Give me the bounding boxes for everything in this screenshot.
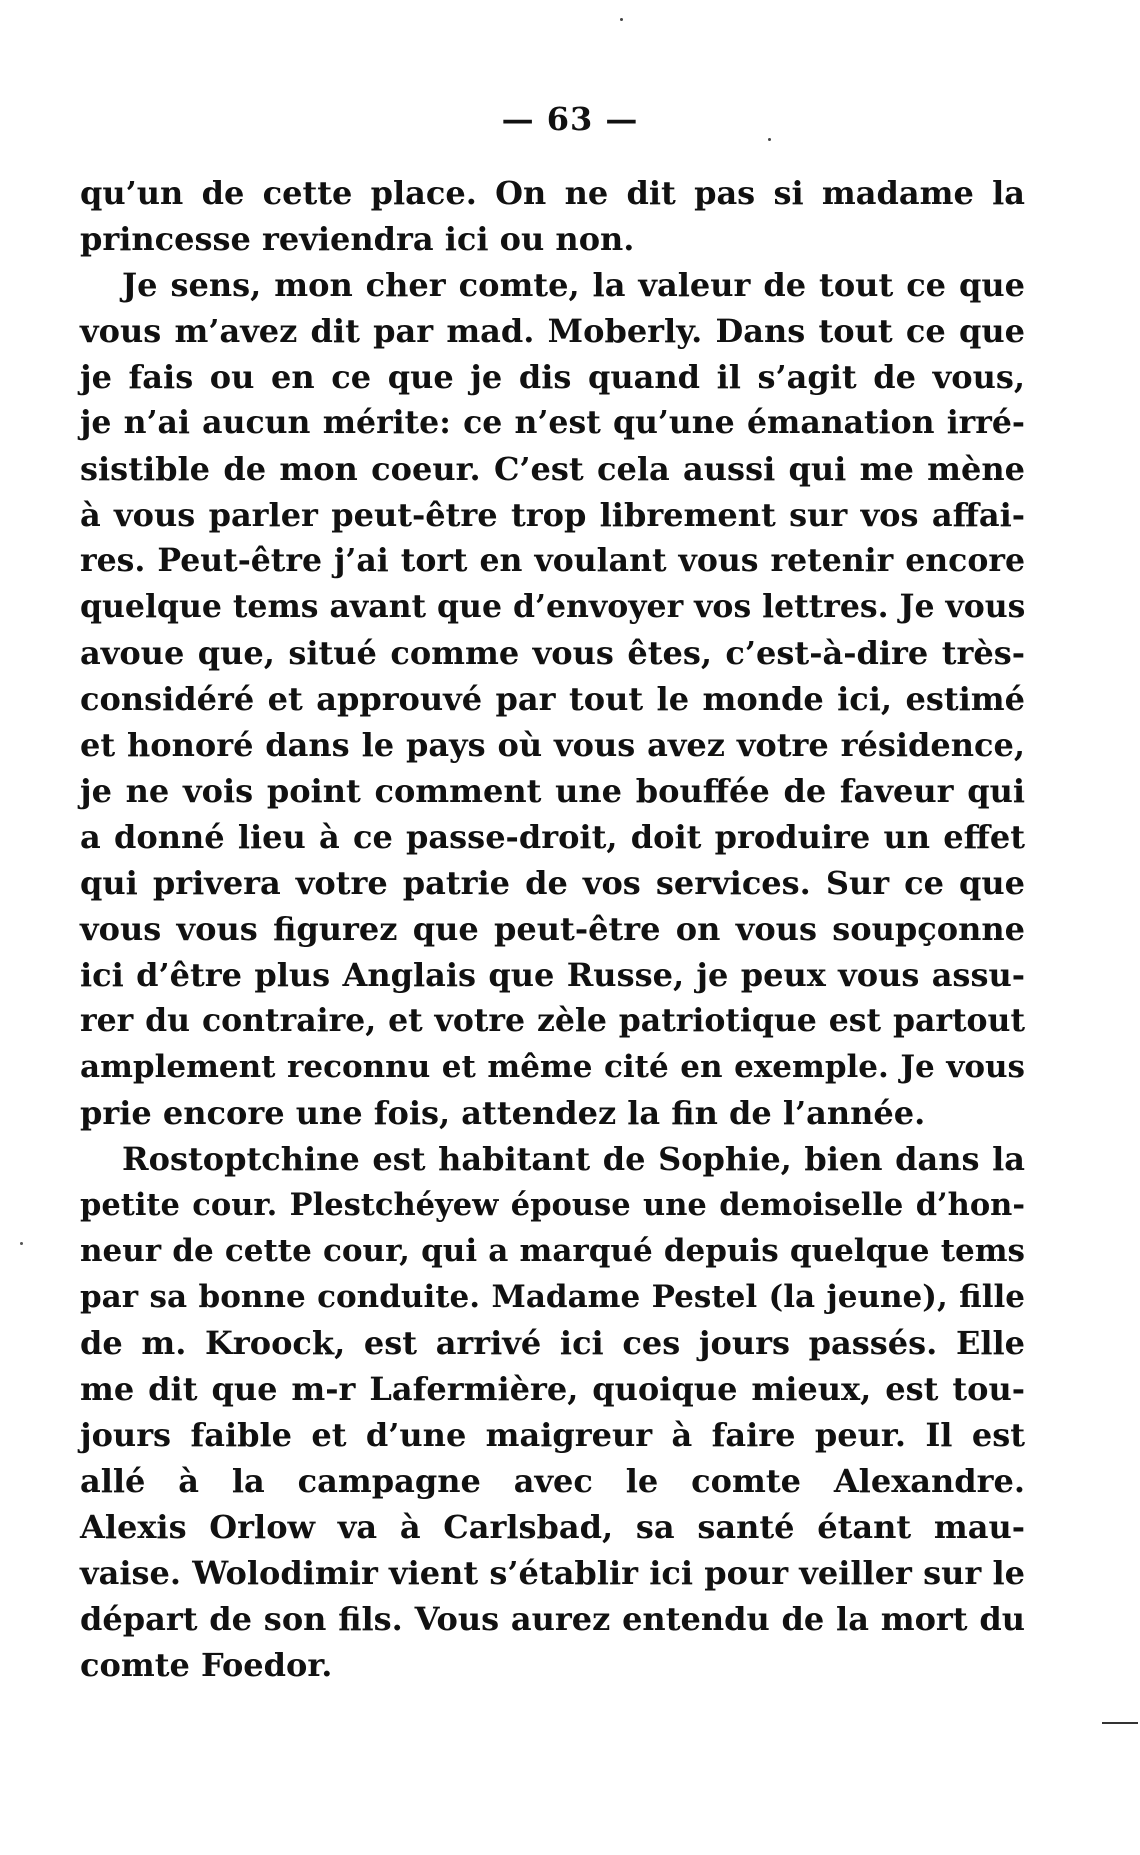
text-line: princesse reviendra ici ou non.	[80, 220, 635, 258]
text-line: ici d’être plus Anglais que Russe, je peux vous assu-	[80, 956, 1025, 994]
page-number: — 63 —	[501, 100, 639, 138]
text-line: sistible de mon coeur. C’est cela aussi qui me mène	[80, 450, 1025, 488]
text-line: Je sens, mon cher comte, la valeur de tout ce que	[122, 266, 1025, 304]
text-line: Alexis Orlow va à Carlsbad, sa santé étant mau-	[80, 1508, 1025, 1546]
text-line: prie encore une fois, attendez la fin de l’année.	[80, 1094, 926, 1132]
text-line: je fais ou en ce que je dis quand il s’agit de vous,	[80, 358, 1025, 396]
text-line: neur de cette cour, qui a marqué depuis quelque tems	[80, 1233, 1025, 1269]
text-line: vaise. Wolodimir vient s’établir ici pour veiller sur le	[80, 1554, 1025, 1592]
text-line: et honoré dans le pays où vous avez votre résidence,	[80, 726, 1025, 764]
text-line: vous vous figurez que peut-être on vous soupçonne	[80, 910, 1025, 948]
text-line: a donné lieu à ce passe-droit, doit produire un effet	[80, 818, 1025, 856]
text-line: je n’ai aucun mérite: ce n’est qu’une émanation irré-	[80, 404, 1025, 441]
text-line: de m. Kroock, est arrivé ici ces jours passés. Elle	[80, 1324, 1025, 1362]
text-line: qui privera votre patrie de vos services. Sur ce que	[80, 864, 1025, 902]
text-line: amplement reconnu et même cité en exemple. Je vous	[80, 1049, 1025, 1085]
text-line: me dit que m-r Lafermière, quoique mieux, est tou-	[80, 1370, 1025, 1408]
text-line: res. Peut-être j’ai tort en voulant vous retenir encore	[80, 542, 1025, 579]
text-line: vous m’avez dit par mad. Moberly. Dans tout ce que	[80, 312, 1025, 350]
print-speck	[20, 1242, 23, 1245]
text-line: quelque tems avant que d’envoyer vos lettres. Je vous	[80, 588, 1026, 625]
text-line: je ne vois point comment une bouffée de faveur qui	[80, 772, 1025, 810]
text-line: Rostoptchine est habitant de Sophie, bien dans la	[122, 1140, 1025, 1178]
text-line: allé à la campagne avec le comte Alexandre.	[80, 1462, 1025, 1500]
text-line: considéré et approuvé par tout le monde ici, estimé	[80, 680, 1025, 718]
text-line: jours faible et d’une maigreur à faire peur. Il est	[80, 1416, 1025, 1454]
text-line: à vous parler peut-être trop librement sur vos affai-	[80, 496, 1025, 534]
text-line: comte Foedor.	[80, 1646, 333, 1684]
text-line: qu’un de cette place. On ne dit pas si madame la	[80, 174, 1025, 212]
margin-rule	[1102, 1722, 1138, 1724]
body-text	[80, 170, 1025, 1688]
text-line: rer du contraire, et votre zèle patriotique est partout	[80, 1002, 1025, 1039]
print-speck	[620, 18, 623, 21]
text-line: départ de son fils. Vous aurez entendu de la mort du	[80, 1600, 1025, 1638]
text-line: par sa bonne conduite. Madame Pestel (la jeune), fille	[80, 1279, 1025, 1315]
print-speck	[768, 138, 771, 141]
text-line: petite cour. Plestchéyew épouse une demoiselle d’hon-	[80, 1187, 1025, 1223]
text-line: avoue que, situé comme vous êtes, c’est-à-dire très-	[80, 634, 1025, 672]
